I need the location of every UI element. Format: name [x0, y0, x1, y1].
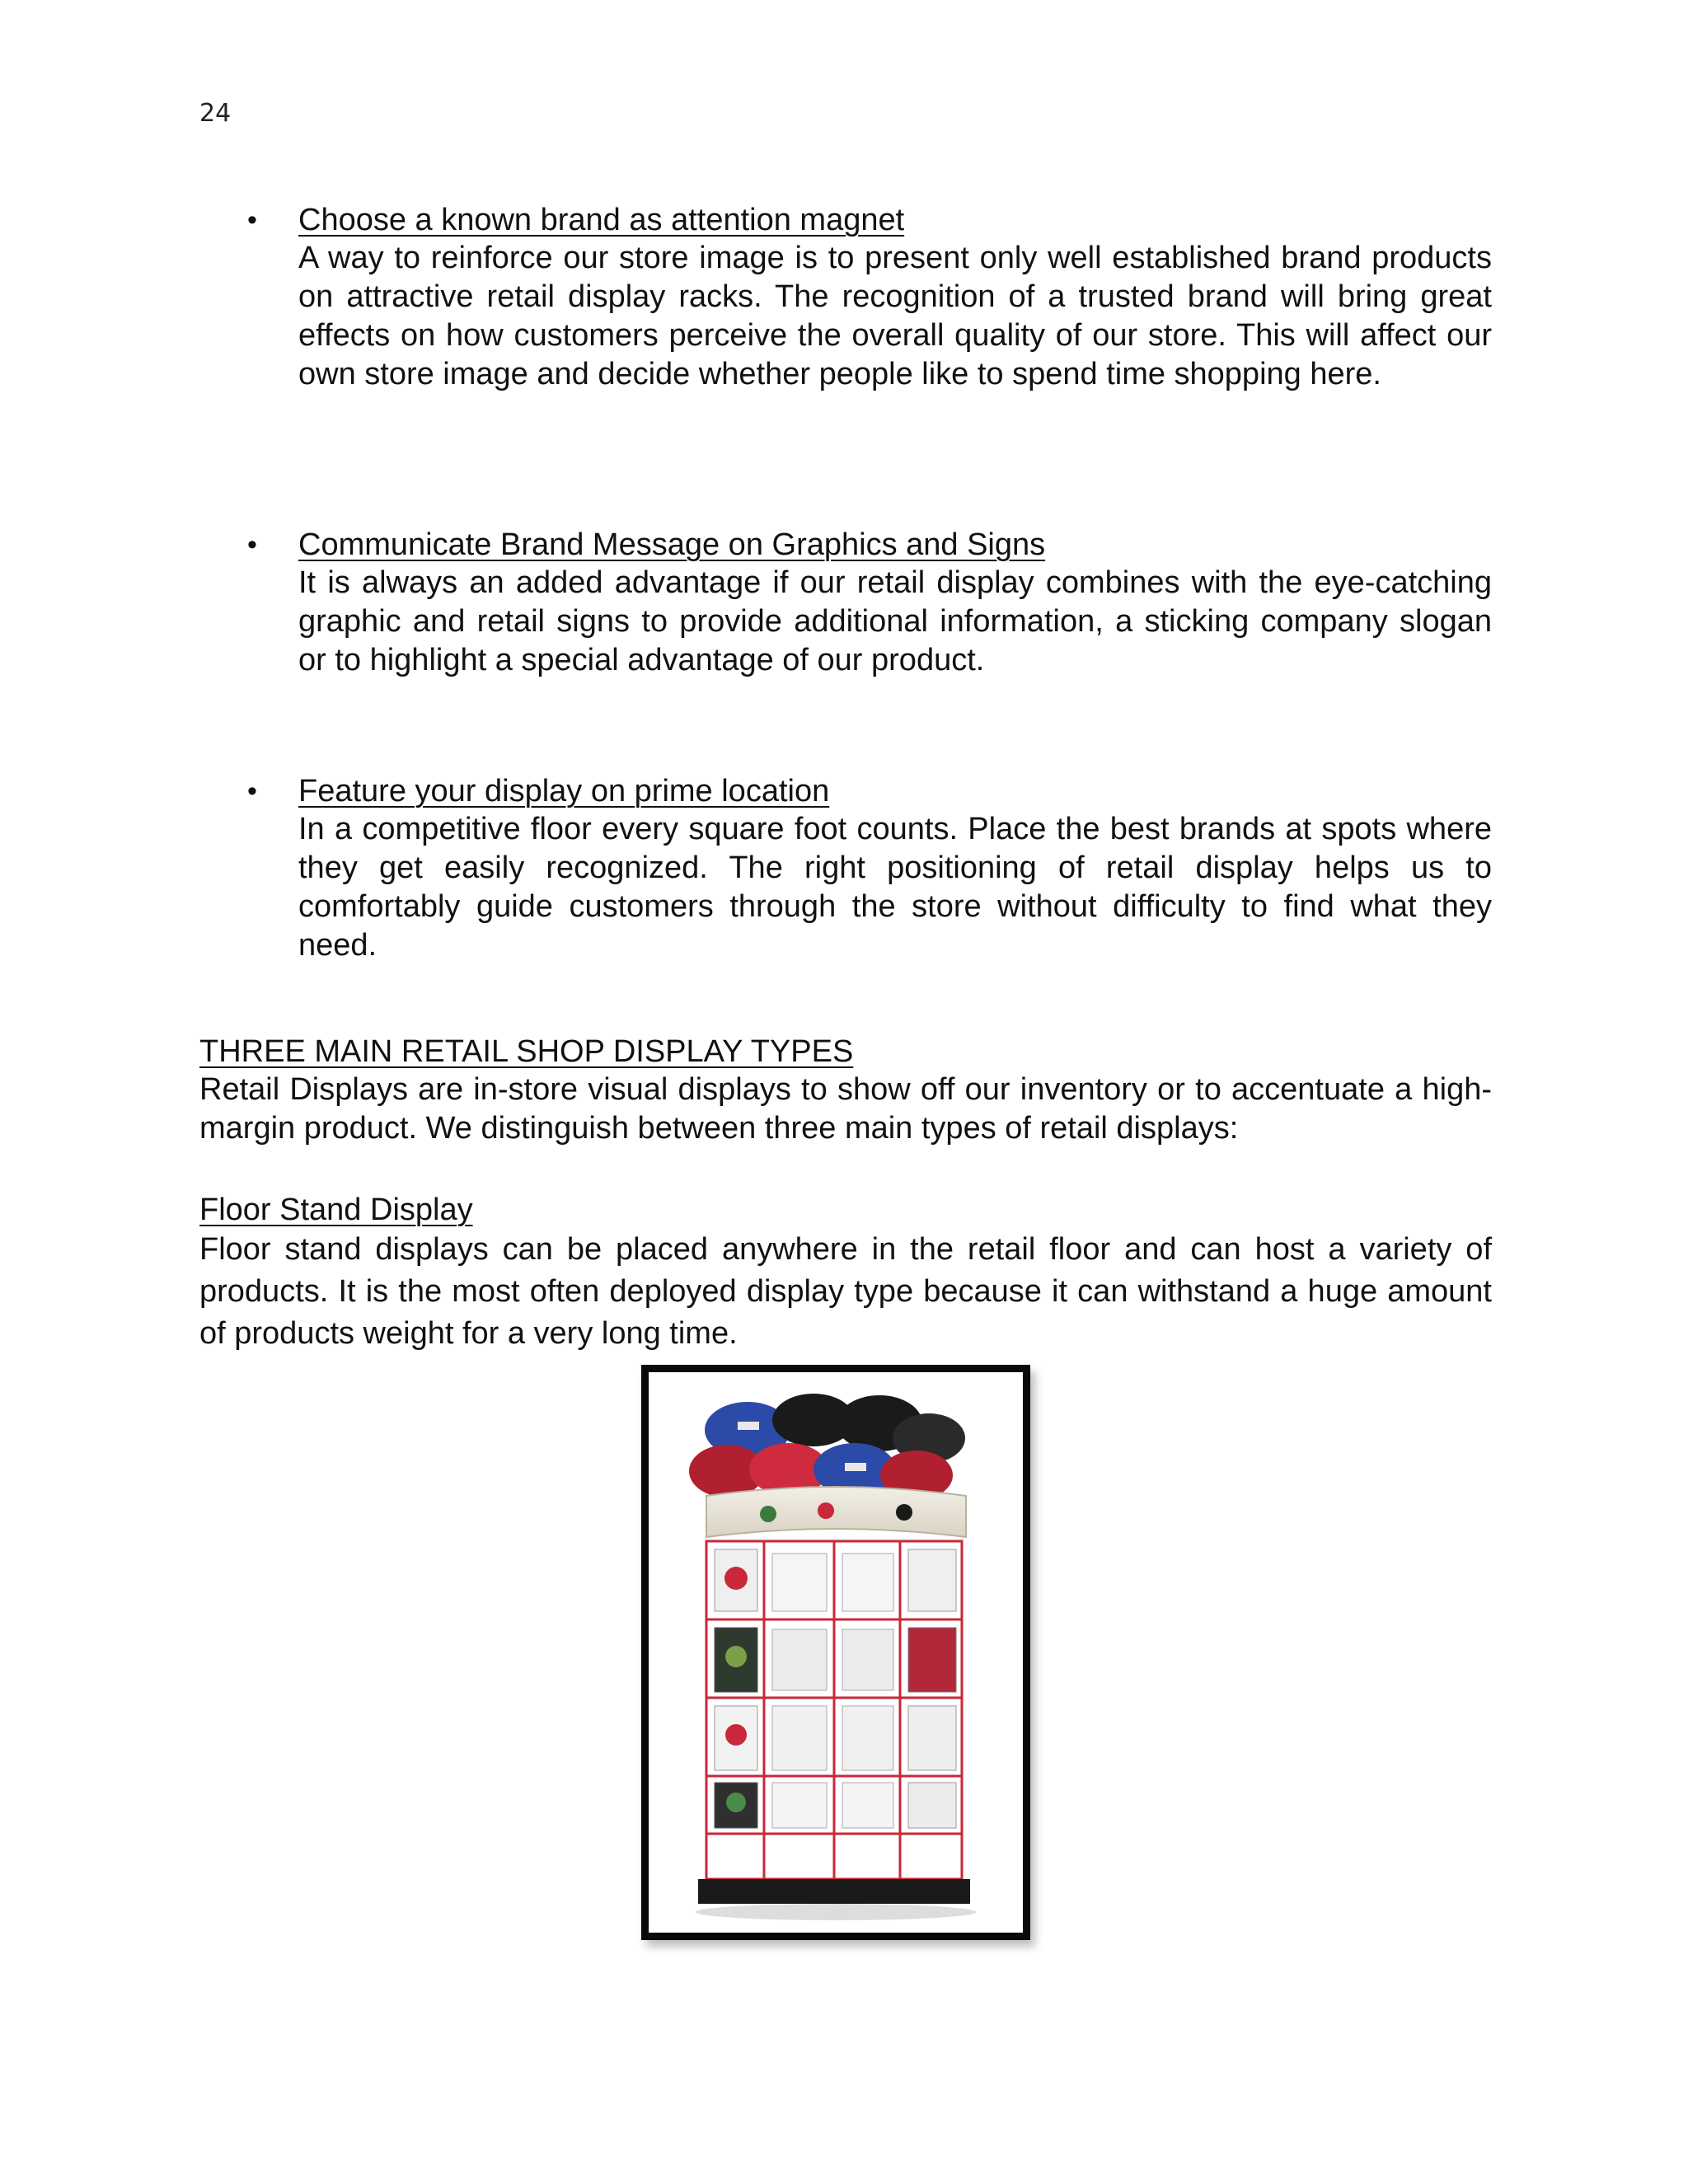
bullet-item	[247, 772, 1492, 962]
page-number: 24	[199, 99, 232, 128]
bullet-icon: •	[247, 776, 257, 807]
bullet-icon: •	[247, 204, 257, 236]
bullet-item	[247, 201, 1492, 432]
bullet-item	[247, 526, 1492, 677]
section-paragraph: Floor stand displays can be placed anywhere in the retail floor and can host a variety of products. It is the most often deployed display type because it can withstand a huge amount of products weight for a very long time.	[199, 1232, 1492, 1351]
floor-stand-illustration	[649, 1372, 1023, 1933]
bullet-paragraph: It is always an added advantage if our retail display combines with the eye-catching graphic and retail signs to provide additional information, a sticking company slogan or to highlight a special advantage of our product.	[298, 565, 1492, 677]
section-floor-stand	[199, 1191, 1492, 1355]
bullet-heading: Communicate Brand Message on Graphics and Signs	[298, 527, 1046, 562]
section-display-types	[199, 1033, 1492, 1148]
bullet-paragraph: In a competitive floor every square foot counts. Place the best brands at spots where they get easily recognized. The right positioning of retail display helps us to comfortably guide customers through the store without difficulty to find what they need.	[298, 812, 1492, 963]
section-heading: THREE MAIN RETAIL SHOP DISPLAY TYPES	[199, 1034, 854, 1069]
bullet-icon: •	[247, 529, 257, 560]
section-paragraph: Retail Displays are in-store visual displays to show off our inventory or to accentuate a high-margin product. We distinguish between three main types of retail displays:	[199, 1072, 1492, 1146]
floor-stand-display-photo	[641, 1365, 1030, 1940]
bullet-heading: Feature your display on prime location	[298, 774, 830, 808]
caps-group	[689, 1394, 965, 1500]
section-heading: Floor Stand Display	[199, 1193, 473, 1227]
bullet-heading: Choose a known brand as attention magnet	[298, 203, 905, 237]
bullet-paragraph: A way to reinforce our store image is to present only well established brand products on attractive retail display racks. The recognition of a trusted brand will bring great effects on how customers perceive the overall quality of our store. This will affect our own store image and decide whether people like to spend time shopping here.	[298, 241, 1492, 391]
